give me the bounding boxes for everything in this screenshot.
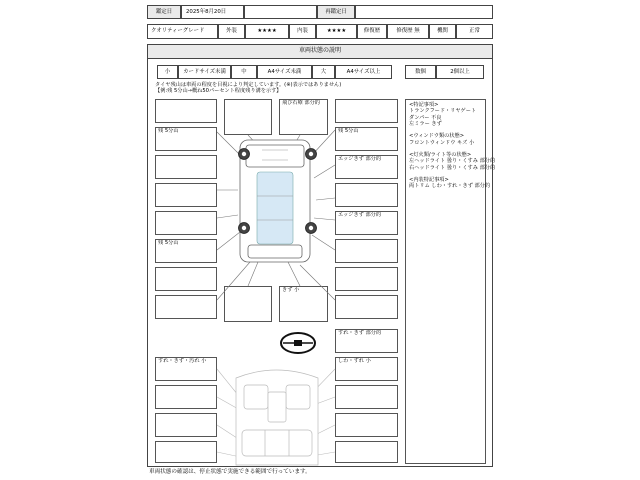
- box-left-2: 残 5分山: [155, 127, 217, 151]
- box-left-6: 残 5分山: [155, 239, 217, 263]
- light-title: <灯火類/ライト等の状態>: [409, 152, 472, 159]
- interior-notes-title: <内装特記事項>: [409, 177, 449, 184]
- repair-history-value: 修復歴 無: [387, 24, 429, 39]
- special-note-1: トランクフード・リヤゲート: [409, 108, 477, 115]
- box-rear-scratch: きず 小: [279, 286, 328, 322]
- interior-note-1: 両トリム しわ・すれ・きず 部分的: [409, 183, 491, 190]
- reinspection-date-label: 再鑑定日: [317, 5, 355, 19]
- exterior-label: 外装: [218, 24, 245, 39]
- size-large-value: A4サイズ以上: [335, 65, 392, 79]
- interior-rating: ★★★★: [316, 24, 357, 39]
- window-title: <ウィンドウ類の状態>: [409, 133, 465, 140]
- size-medium-value: A4サイズ未満: [257, 65, 312, 79]
- size-small-label: 小: [157, 65, 178, 79]
- interior-label: 内装: [289, 24, 316, 39]
- light-note-1: 左ヘッドライト 曇り・くすみ 部分的: [409, 158, 496, 165]
- box-right-5: エッジきず 部分的: [335, 211, 398, 235]
- box-seat-right: しわ・すれ 小: [335, 357, 398, 381]
- repair-history-label: 修復歴: [357, 24, 387, 39]
- inspection-date-label: 鑑定日: [147, 5, 181, 19]
- special-note-2: ダンパー 不良: [409, 114, 442, 121]
- box-front-bumper: 飛び石療 部分的: [279, 99, 328, 135]
- size-large-label: 大: [312, 65, 335, 79]
- light-note-2: 右ヘッドライト 曇り・くすみ 部分的: [409, 164, 496, 171]
- tire-note-1: タイヤ残山は車両の程度を目視により判定しています。(※)表示ではありません): [155, 82, 342, 88]
- engine-value: 正常: [456, 24, 493, 39]
- count-value: 2個以上: [436, 65, 484, 79]
- quality-grade-label: クオリティーグレード: [147, 24, 218, 39]
- count-label: 数個: [405, 65, 436, 79]
- size-small-value: カードサイズ未満: [178, 65, 231, 79]
- exterior-rating: ★★★★: [245, 24, 289, 39]
- box-steering: すれ・きず 部分的: [335, 329, 398, 353]
- special-note-3: 左ミラー きず: [409, 121, 442, 128]
- section-title: 車両状態の説明: [147, 44, 493, 59]
- tire-note-2: 【例:残 5分山→概ね50パーセント程度残り溝を示す】: [155, 88, 282, 94]
- special-notes-title: <特記事項>: [409, 102, 439, 108]
- box-right-3: エッジきず 部分的: [335, 155, 398, 179]
- window-note-1: フロントウィンドウ キズ 小: [409, 139, 475, 146]
- box-right-2: 残 5分山: [335, 127, 398, 151]
- engine-label: 機関: [429, 24, 456, 39]
- box-seat-left: すれ・きず・汚れ 小: [155, 357, 217, 381]
- inspection-date-value: 2025年8月20日: [181, 5, 244, 19]
- footer-note: 車両状態の確認は、停止状態で実施できる範囲で行っています。: [149, 469, 311, 475]
- size-medium-label: 中: [231, 65, 257, 79]
